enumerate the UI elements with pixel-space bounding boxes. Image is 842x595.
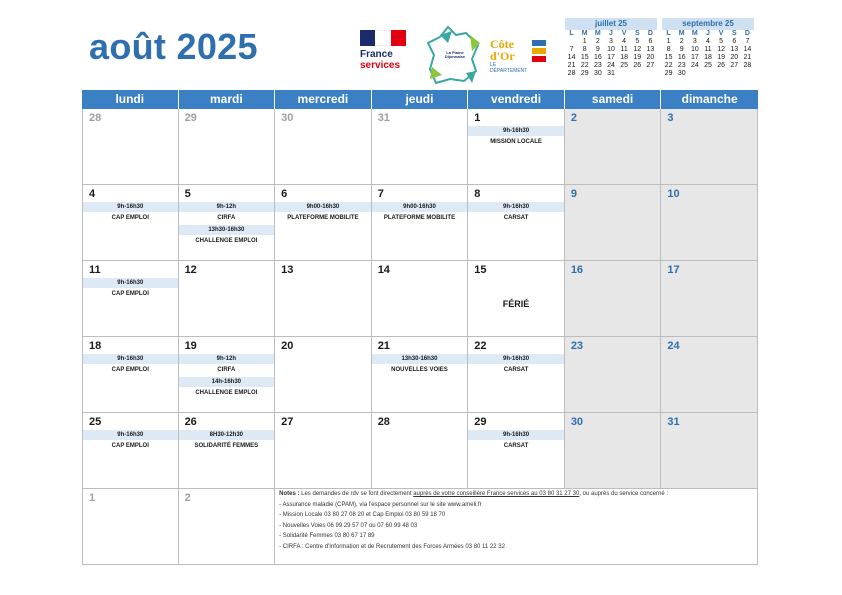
notes-intro: Les demandes de rdv se font directement [299,491,414,497]
notes-outro: , ou auprès du service concerné : [579,491,669,497]
day-number: 23 [570,340,584,352]
event-time: 9h-16h30 [83,430,178,440]
mini-calendar-date: 25 [620,62,629,69]
mini-calendar-day-header: D [744,30,750,37]
mini-calendar-date [715,70,728,78]
mini-calendar-title: septembre 25 [662,18,754,30]
weekday-header: samedi [565,90,662,109]
event-label: CAP EMPLOI [111,367,149,373]
mini-calendar-day-header: M [581,30,588,37]
mini-calendar-date: 23 [677,62,686,69]
mini-calendar-date: 24 [690,62,699,69]
mini-calendar-date: 8 [582,46,587,53]
mini-calendar-date: 5 [719,38,724,45]
calendar-weeks [82,109,758,489]
calendar-event [179,354,275,376]
day-number: 31 [377,112,390,124]
mini-calendar-day-header: J [706,30,710,37]
day-number: 10 [667,188,680,200]
mini-calendar-date [631,70,644,78]
calendar-day-cell [661,413,758,489]
calendar-day-cell [372,337,469,413]
mini-calendar-date: 13 [646,46,655,53]
mini-calendar-day-header: M [678,30,685,37]
mini-calendar-date: 22 [664,62,673,69]
day-number: 2 [570,112,577,124]
calendar-day-cell [372,185,469,261]
calendar-day-cell [179,261,276,337]
mini-calendar-date [688,70,701,78]
day-number: 28 [89,112,102,124]
mini-calendar-day-header: L [569,30,574,37]
calendar-day-cell [661,185,758,261]
mini-calendar-date: 3 [609,38,613,45]
mini-calendar-date: 2 [595,38,600,45]
event-label: CHALLENGE EMPLOI [195,390,258,396]
calendar-day-cell [275,109,372,185]
calendar-day-cell [468,185,565,261]
cote-dor-emblem-icon [532,40,546,62]
event-time: 9h-16h30 [468,202,564,212]
mini-calendar-day-header: S [731,30,737,37]
calendar-event [372,354,468,376]
weekday-header: vendredi [468,90,565,109]
event-time: 14h-16h30 [179,377,275,387]
notes-line: - Assurance maladie (CPAM), via l'espace personnel sur le site www.ameli.fr [279,501,482,508]
calendar-day-cell [179,337,276,413]
mini-calendar-date: 15 [664,54,673,61]
calendar-last-row [82,489,758,565]
mini-calendar-date: 31 [607,70,615,77]
event-time: 9h-16h30 [468,430,564,440]
cote-dor-logo-subtitle: LE DÉPARTEMENT [490,62,528,74]
event-time: 9h-12h [179,354,275,364]
calendar-day-cell [82,261,179,337]
calendar-day-cell [565,413,662,489]
mini-calendar-day-header: V [621,30,627,37]
calendar-day-cell [275,413,372,489]
calendar-event [179,430,275,452]
calendar-day-cell [275,185,372,261]
plaine-dijonnaise-logo-text: La Plaine Dijonnaise [444,50,466,59]
mini-calendar-date: 26 [717,62,726,69]
mini-calendar-date: 5 [635,38,640,45]
calendar-day-cell [372,109,469,185]
calendar-event [83,354,178,376]
calendar-day-cell [372,413,469,489]
event-label: CAP EMPLOI [111,291,149,297]
calendar-day-cell [565,185,662,261]
mini-calendar-date: 18 [704,54,712,61]
day-number: 21 [377,340,390,352]
mini-calendar-date: 16 [677,54,686,61]
mini-calendar-date: 12 [717,46,726,53]
event-time: 9h-16h30 [83,354,178,364]
french-flag-icon [360,30,406,46]
mini-calendar-date: 8 [666,46,671,53]
day-number: 6 [281,188,288,200]
day-number: 11 [89,264,101,276]
mini-calendar-date: 9 [679,46,684,53]
calendar-day-cell [82,413,179,489]
mini-calendar-date: 27 [730,62,739,69]
calendar-day-cell [661,337,758,413]
calendar-week-row [82,109,758,185]
calendar-event [83,278,178,300]
day-number: 22 [474,340,487,352]
event-label: CAP EMPLOI [111,215,149,221]
calendar-event [83,430,178,452]
day-number: 28 [377,416,390,428]
mini-calendar-day-header: D [647,30,653,37]
mini-calendar-date: 14 [743,46,752,53]
mini-calendar-date: 29 [664,70,673,77]
mini-calendar-day-header: M [594,30,601,37]
notes-line: - Nouvelles Voies 06 99 29 57 07 ou 07 60 99 48 03 [279,522,418,529]
day-number: 26 [184,416,197,428]
weekday-header: mardi [179,90,276,109]
month-calendar-grid [82,90,758,565]
mini-calendar-date: 10 [607,46,615,53]
calendar-event [179,202,275,224]
mini-calendar-date: 19 [633,54,642,61]
notes-line: - Mission Locale 03 80 27 08 20 et Cap Emploi 03 80 59 18 70 [279,512,446,518]
mini-calendar-date [644,70,657,78]
calendar-day-cell [661,261,758,337]
day-number: 20 [281,340,294,352]
notes-contact-highlight: auprès de votre conseillère France services au 03 80 31 27 30 [413,491,580,497]
calendar-event [83,202,178,224]
event-label: CHALLENGE EMPLOI [195,238,258,244]
france-services-logo-line1: France [360,49,393,60]
mini-calendar-date: 15 [580,54,589,61]
day-number: 29 [184,112,197,124]
mini-calendar-date: 27 [646,62,655,69]
calendar-day-cell [468,337,565,413]
calendar-day-cell [275,337,372,413]
mini-calendar-date: 30 [593,70,602,77]
page-title: août 2025 [89,26,258,67]
mini-calendar-date: 7 [569,46,574,53]
mini-calendar-day-header: L [666,30,671,37]
mini-calendar-date: 1 [582,38,587,45]
day-number: 1 [474,112,481,124]
calendar-event [372,202,468,224]
calendar-day-cell [82,489,179,565]
day-number: 13 [281,264,294,276]
mini-calendar-date [728,70,741,78]
calendar-day-cell [565,261,662,337]
mini-calendar-date: 4 [706,38,710,45]
plaine-dijonnaise-logo [426,25,482,85]
calendar-day-cell [179,413,276,489]
mini-calendar-date: 29 [580,70,589,77]
mini-calendar-day-header: M [691,30,698,37]
event-time: 9h-16h30 [468,354,564,364]
mini-calendar-date: 22 [580,62,589,69]
event-time: 13h30-16h30 [372,354,468,364]
calendar-day-cell [179,109,276,185]
day-number: 15 [474,264,487,276]
mini-calendar-date: 18 [620,54,629,61]
calendar-day-cell [468,109,565,185]
day-number: 18 [89,340,102,352]
event-time: 9h-16h30 [468,126,564,136]
calendar-day-cell [82,185,179,261]
mini-calendar-date: 17 [690,54,699,61]
mini-calendar-date [565,38,578,46]
calendar-day-cell [82,109,179,185]
event-time: 9h-12h [179,202,275,212]
mini-calendar-date: 24 [607,62,615,69]
notes-label: Notes : [279,491,300,497]
calendar-day-cell [82,337,179,413]
day-number: 3 [667,112,674,124]
day-number: 31 [667,416,680,428]
calendar-day-cell [275,261,372,337]
day-number: 24 [667,340,680,352]
mini-calendar-date [701,70,714,78]
mini-calendar-date: 17 [607,54,615,61]
mini-calendar-date: 26 [633,62,642,69]
day-number: 25 [89,416,102,428]
mini-calendar-date: 21 [743,54,752,61]
calendar-day-cell [468,261,565,337]
cote-dor-logo [490,38,546,74]
day-number: 17 [667,264,680,276]
day-number: 16 [570,264,584,276]
event-time: 8H30-12h30 [179,430,275,440]
day-number: 29 [474,416,487,428]
day-number: 1 [89,492,96,504]
calendar-week-row [82,185,758,261]
event-time: 13h30-16h30 [179,225,275,235]
calendar-week-row [82,413,758,489]
day-number: 7 [377,188,384,200]
day-number: 19 [184,340,197,352]
event-label: CARSAT [503,443,529,449]
cote-dor-logo-text: Côte d'Or [490,37,515,63]
event-label: MISSION LOCALE [490,139,542,145]
mini-calendar-date: 21 [567,62,576,69]
weekday-header-row [82,90,758,109]
day-number: 14 [377,264,390,276]
day-number: 30 [281,112,294,124]
calendar-day-cell [565,337,662,413]
calendar-day-cell [468,413,565,489]
event-label: NOUVELLES VOIES [391,367,448,373]
mini-calendar-date: 4 [622,38,627,45]
mini-calendar-september [662,18,754,78]
calendar-day-cell [372,261,469,337]
calendar-day-cell [179,185,276,261]
holiday-label: FÉRIÉ [502,299,530,309]
mini-calendar-date: 1 [666,38,671,45]
calendar-event [468,354,564,376]
mini-calendar-day-header: S [634,30,640,37]
france-services-logo [360,30,412,86]
mini-calendar-date: 20 [646,54,655,61]
calendar-day-cell [661,109,758,185]
mini-calendar-july [565,18,657,78]
event-label: PLATEFORME MOBILITE [383,215,456,221]
day-number: 12 [184,264,197,276]
event-label: CARSAT [503,367,529,373]
day-number: 2 [184,492,191,504]
mini-calendar-date: 12 [633,46,642,53]
calendar-week-row [82,261,758,337]
mini-calendar-date: 16 [593,54,602,61]
mini-calendar-date: 7 [745,38,750,45]
calendar-event [468,202,564,224]
event-label: CIRFA [217,367,236,373]
calendar-day-cell [565,109,662,185]
calendar-event [468,126,564,148]
mini-calendar-table [662,30,754,78]
mini-calendar-date: 28 [567,70,576,77]
weekday-header: dimanche [681,92,738,106]
notes-box [275,489,758,565]
mini-calendar-date: 3 [692,38,697,45]
mini-calendar-date: 23 [593,62,602,69]
mini-calendar-date: 14 [567,54,576,61]
mini-calendar-day-header: V [718,30,724,37]
calendar-event [275,202,371,224]
mini-calendar-table [565,30,657,78]
mini-calendar-date: 30 [677,70,686,77]
france-services-logo-line2: services [360,60,401,71]
mini-calendar-date: 9 [595,46,600,53]
notes-line: - Solidarité Femmes 03 80 67 17 89 [279,533,375,539]
calendar-event [179,377,275,399]
mini-calendar-date: 11 [620,46,628,53]
day-number: 8 [474,188,481,200]
mini-calendar-date: 10 [690,46,699,53]
event-time: 9h00-16h30 [275,202,371,212]
mini-calendar-date: 28 [743,62,752,69]
day-number: 4 [89,188,96,200]
weekday-header: mercredi [275,90,372,109]
calendar-event [468,430,564,452]
event-label: CIRFA [217,215,236,221]
weekday-header: jeudi [372,90,469,109]
mini-calendar-date: 6 [732,38,737,45]
mini-calendar-date [741,70,754,78]
day-number: 5 [184,188,191,200]
mini-calendar-date: 11 [704,46,712,53]
calendar-event [179,225,275,247]
event-time: 9h-16h30 [83,278,178,288]
mini-calendar-title: juillet 25 [565,18,657,30]
weekday-header: lundi [82,90,179,109]
calendar-day-cell [179,489,276,565]
day-number: 9 [570,188,577,200]
mini-calendar-date: 25 [704,62,712,69]
mini-calendar-date: 19 [717,54,726,61]
mini-calendar-date: 13 [730,46,739,53]
mini-calendar-date: 6 [648,38,653,45]
event-label: CARSAT [503,215,529,221]
event-label: SOLIDARITÉ FEMMES [194,443,259,449]
notes-line: - CIRFA : Centre d'Information et de Recrutement des Forces Armées 03 80 11 22 32 [279,543,505,550]
mini-calendar-date [618,70,631,78]
calendar-week-row [82,337,758,413]
event-label: PLATEFORME MOBILITE [287,215,359,221]
day-number: 30 [570,416,584,428]
mini-calendar-date: 2 [679,38,684,45]
mini-calendar-day-header: J [609,30,613,37]
event-time: 9h-16h30 [83,202,178,212]
day-number: 27 [281,416,294,428]
mini-calendar-date: 20 [730,54,739,61]
event-label: CAP EMPLOI [111,443,149,449]
event-time: 9h00-16h30 [372,202,468,212]
